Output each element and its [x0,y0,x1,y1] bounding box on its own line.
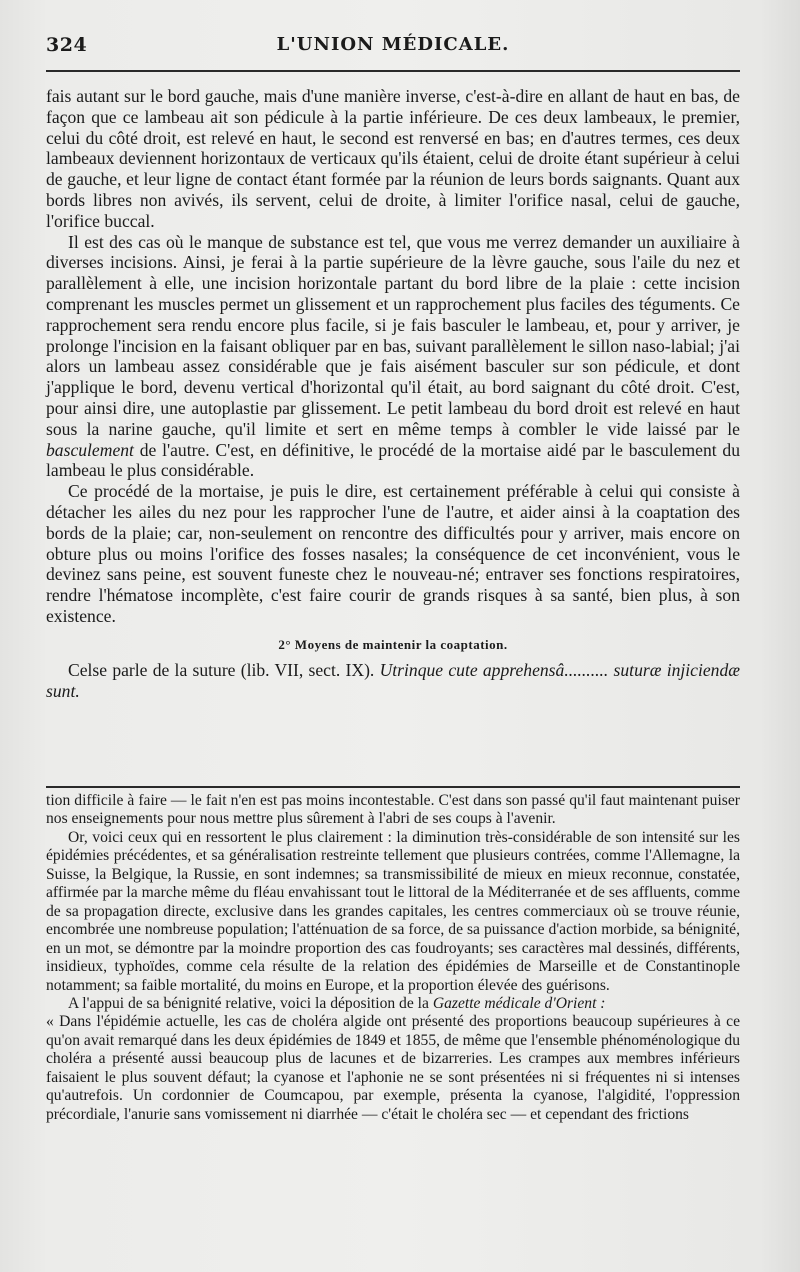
paragraph-incisions-end: de l'autre. C'est, en définitive, le procédé de la mortaise aidé par le basculement du lambeau le plus considérable. [46,439,740,481]
paragraph-epidemics: Or, voici ceux qui en ressortent le plus clairement : la diminution très-considérable de son intensité sur les épidémies précédentes, et sa généralisation restreinte tellement que plusieurs contrées, comme l'Allemagne, la Suisse, la Belgique, la Russie, en sont indemnes; sa transmissibilité de mieux en mieux reconnue, constatée, affirmée par la marche même du fléau envahissant tout le littoral de la Méditerranée et de ses affluents, comme de sa propagation directe, exclusive dans les grandes capitales, les centres commerciaux où se trouve réunie, encombrée une nombreuse population; l'atténuation de sa force, de sa puissance d'action morbide, sa bénignité, en un mot, se démontre par la moindre proportion des cas foudroyants; ses caractères mal dessinés, différents, insidieux, typhoïdes, comme cela résulte de la relation des épidémies de Marseille et de Constantinople notamment; sa faible mortalité, du moins en Europe, et la proportion élevée des guérisons. [46,828,740,994]
latin-quote-2: injiciendæ sunt. [46,659,740,701]
page-header [46,34,740,70]
paragraph-incisions-text: Il est des cas où le manque de substance est tel, que vous me verrez demander un auxiliaire à diverses incisions. Ainsi, je ferai à la partie supérieure de la lèvre gauche, sous l'aile du nez et parallèlement à elle, une incision horizontale partant du bord libre de la plaie : cette incision comprenant les muscles permet un glissement et un rapprochement plus faciles des téguments. Ce rapprochement sera rendu encore plus facile, si je fais basculer le lambeau, et, pour y arriver, je prolonge l'incision en la faisant obliquer par en bas, suivant parallèlement le sillon naso-labial; j'ai alors un lambeau assez considérable que je fais aisément basculer sur son pédicule, et dont j'applique le bord, devenu vertical d'horizontal qu'il était, au bord saignant du côté droit. C'est, pour ainsi dire, une autoplastie par glissement. Le petit lambeau du bord droit est relevé en haut sous la narine gauche, qu'il limite et sert en même temps à combler le vide laissé par le [46,231,740,439]
article-bottom-section [46,792,740,1124]
paragraph-continuation: tion difficile à faire — le fait n'en est pas moins incontestable. C'est dans son passé qu'il faut maintenant puiser nos enseignements pour nous mettre plus sûrement à l'abri de ses coups à l'avenir. [46,792,740,828]
latin-quote-1: Utrinque cute apprehensâ.......... suturæ [379,659,662,680]
paragraph-celse [46,660,740,702]
paragraph-incisions [46,232,740,482]
gazette-name: Gazette médicale d'Orient : [432,994,606,1012]
italic-basculement: basculement [46,439,134,460]
section-heading: 2° Moyens de maintenir la coaptation. [278,636,508,652]
paragraph-mortaise: Ce procédé de la mortaise, je puis le dire, est certainement préférable à celui qui consiste à détacher les ailes du nez pour les rapprocher l'une de l'autre, et aider ainsi à la coaptation des bords de la plaie; car, non-seulement on rencontre des difficultés pour y arriver, mais encore on obture plus ou moins l'orifice des fosses nasales; la conséquence de cet inconvénient, vous le devinez sans peine, est souvent funeste chez le nouveau-né; entraver ses fonctions respiratoires, rendre l'hématose incomplète, c'est faire courir de grands risques à sa santé, bien plus, à son existence. [46,481,740,626]
paragraph-quotation: « Dans l'épidémie actuelle, les cas de choléra algide ont présenté des proportions beaucoup supérieures à ce qu'on avait remarqué dans les deux épidémies de 1849 et 1855, de même que l'ensemble phénoménologique du choléra a présenté aussi beaucoup plus de lacunes et de bizarreries. Les crampes aux membres inférieurs faisaient le plus souvent défaut; la cyanose et l'aphonie ne se sont présentées ni si fréquentes ni si intenses qu'autrefois. Un cordonnier de Coumcapou, par exemple, présenta la cyanose, l'algidité, l'oppression précordiale, l'anurie sans vomissement ni diarrhée — c'était le choléra sec — et cependant des frictions [46,1013,740,1123]
celse-text: Celse parle de la suture (lib. VII, sect. IX). [68,659,380,680]
section-divider [46,786,740,788]
running-title: L'UNION MÉDICALE. [276,34,510,55]
paragraph-lambeaux: fais autant sur le bord gauche, mais d'une manière inverse, c'est-à-dire en allant de haut en bas, de façon que ce lambeau ait son pédicule à la partie inférieure. De ces deux lambeaux, le premier, celui du côté droit, est relevé en haut, le second est renversé en bas; en d'autres termes, ces deux lambeaux deviennent horizontaux de verticaux qu'ils étaient, celui de droite étant supérieur à celui de gauche, et leur ligne de contact étant formée par la réunion de leurs bords saignants. Quant aux bords libres non avivés, ils servent, celui de droite, à limiter l'orifice nasal, celui de gauche, l'orifice buccal. [46,86,740,231]
page-number: 324 [46,34,88,56]
paragraph-gazette-intro [46,995,740,1013]
header-rule [46,70,740,72]
article-top-section [46,86,740,701]
gazette-intro-text: A l'appui de sa bénignité relative, voici la déposition de la [68,994,433,1012]
